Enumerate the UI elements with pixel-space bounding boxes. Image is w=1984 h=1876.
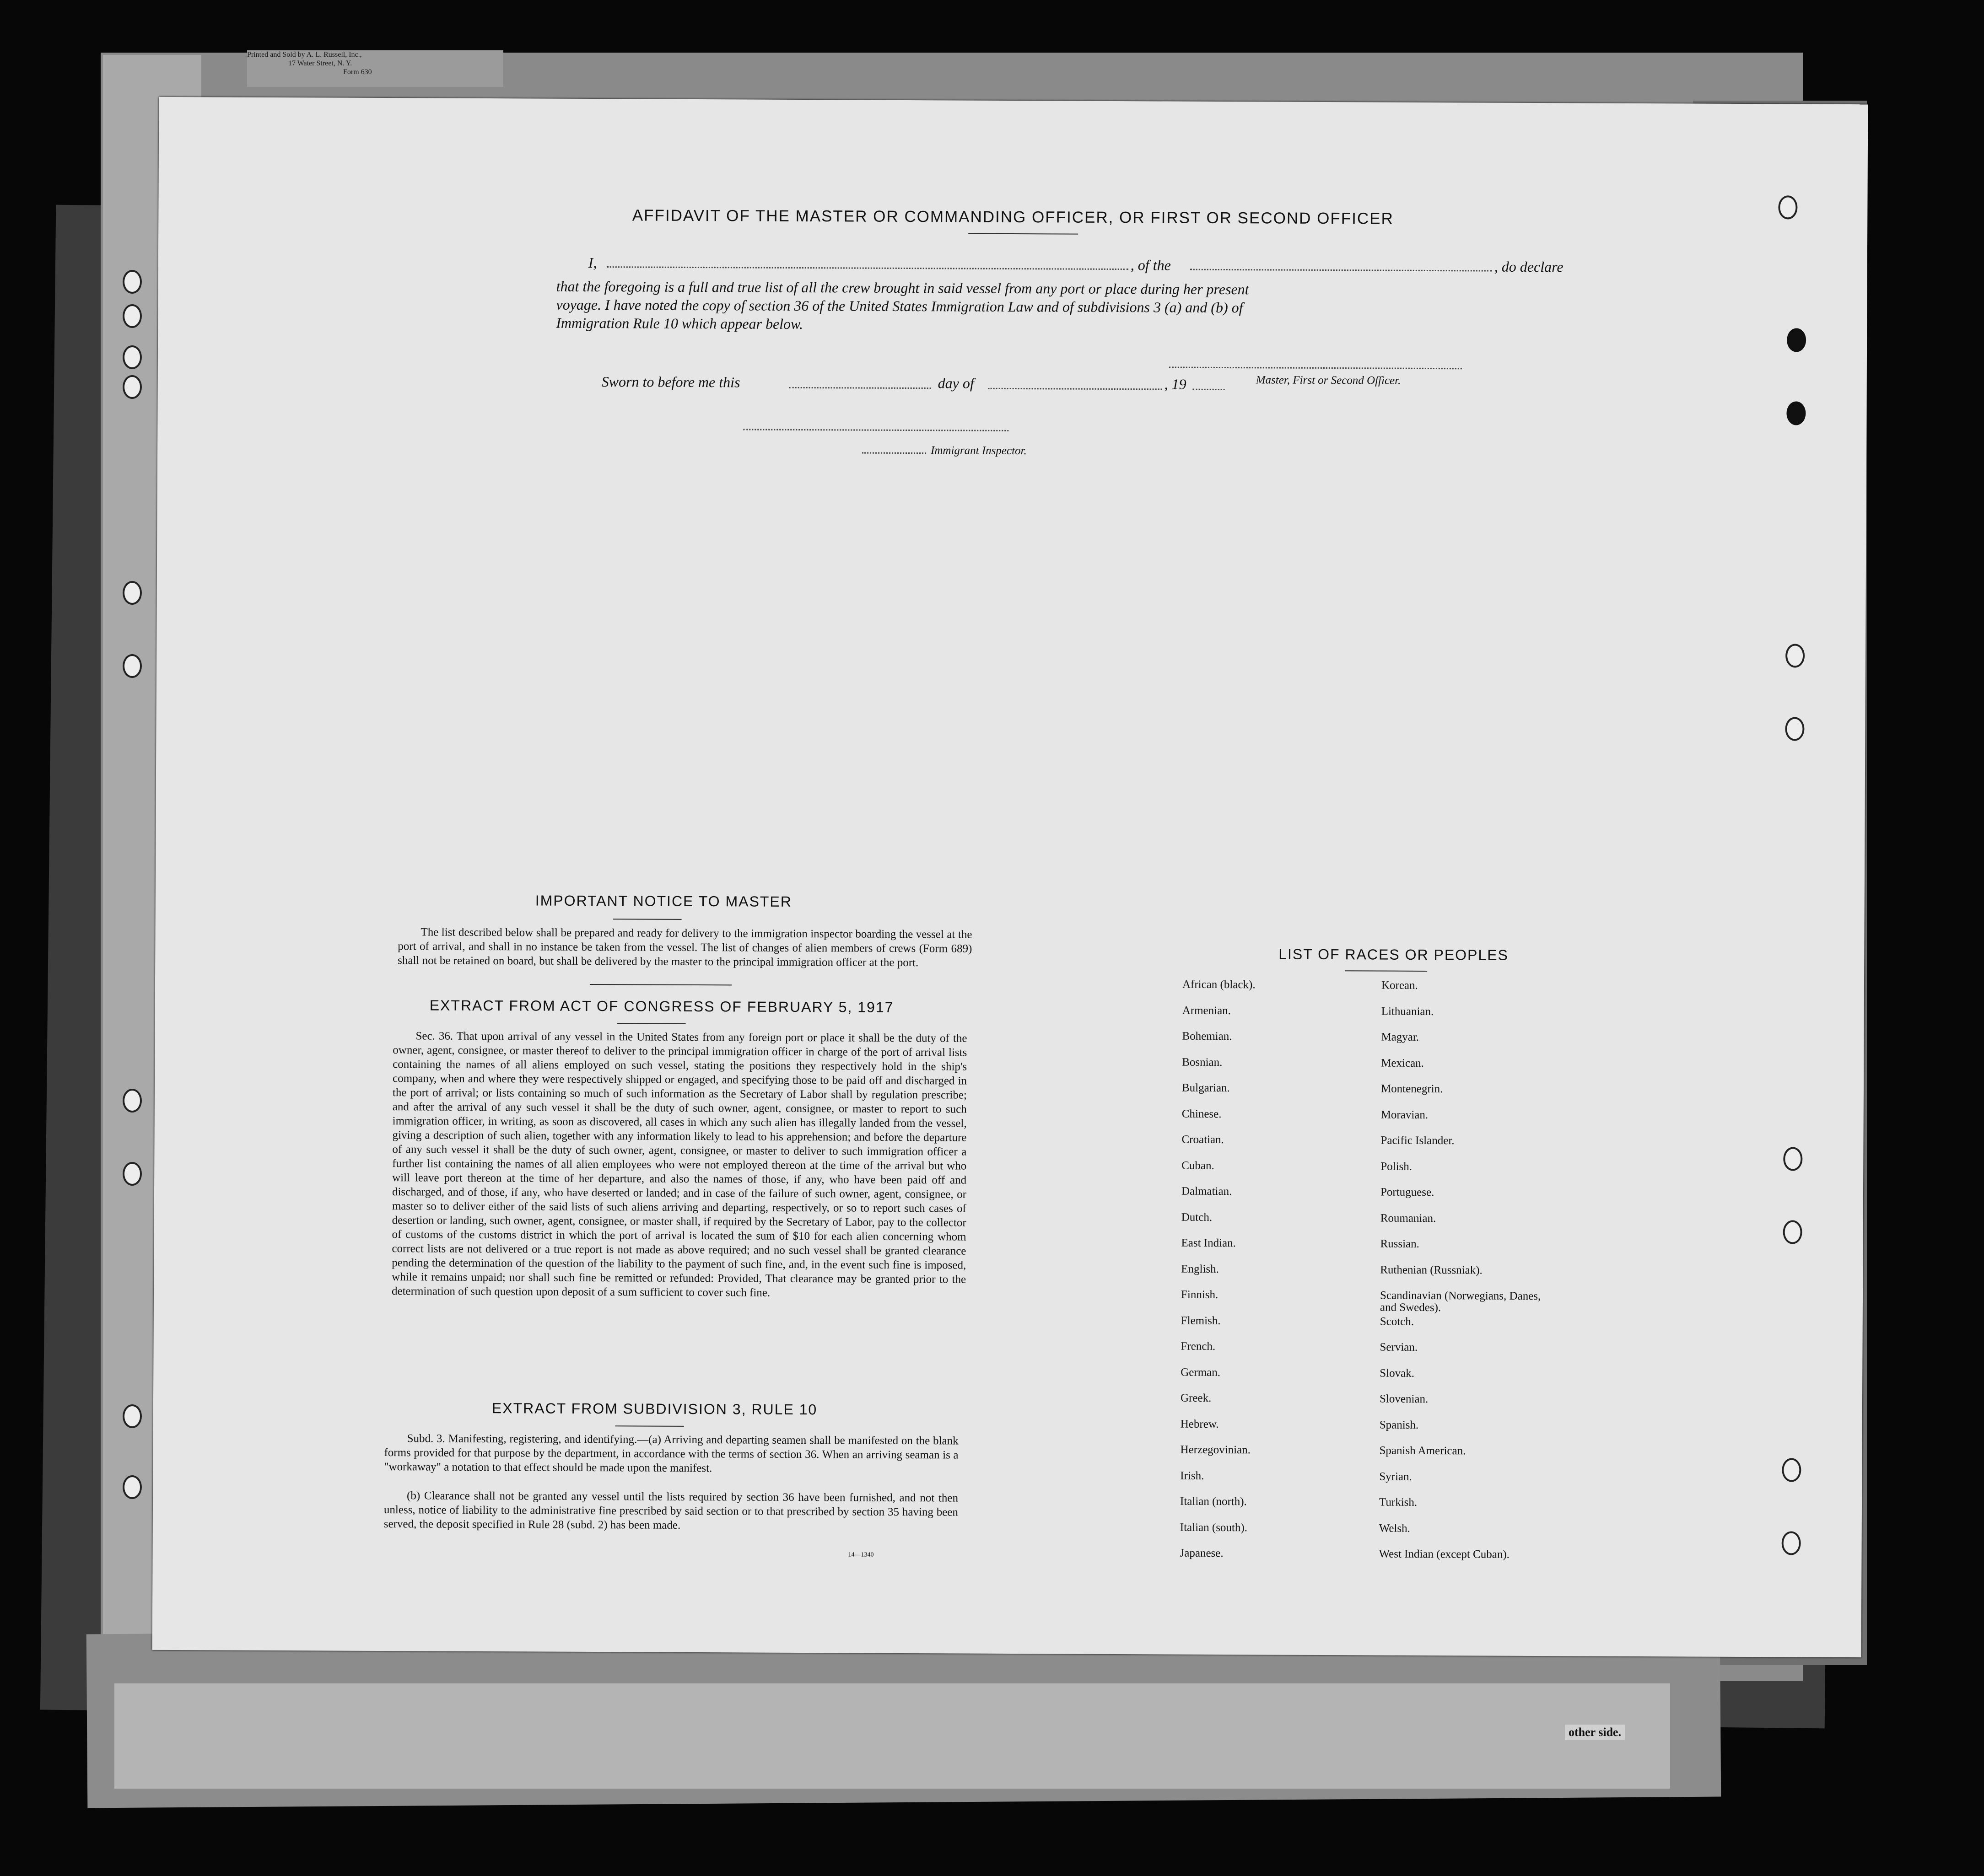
races-left-column bbox=[1180, 979, 1356, 1574]
race-item: Flemish. bbox=[1181, 1314, 1221, 1327]
races-right-column bbox=[1379, 980, 1560, 1575]
main-document-sheet bbox=[152, 97, 1868, 1657]
sworn-year-blank bbox=[1193, 389, 1225, 390]
races-title: LIST OF RACES OR PEOPLES bbox=[1278, 946, 1509, 963]
race-item: Pacific Islander. bbox=[1380, 1134, 1455, 1147]
punch-hole bbox=[1782, 1531, 1801, 1555]
race-item: Mexican. bbox=[1381, 1057, 1424, 1070]
race-item: Spanish. bbox=[1379, 1419, 1419, 1431]
punch-hole bbox=[123, 304, 142, 328]
race-item: West Indian (except Cuban). bbox=[1379, 1548, 1510, 1561]
punch-hole bbox=[123, 1475, 142, 1499]
year-text: , 19 bbox=[1164, 376, 1186, 392]
race-item: African (black). bbox=[1182, 978, 1256, 991]
name-blank bbox=[607, 266, 1128, 270]
affidavit-title-rule bbox=[968, 233, 1078, 235]
race-item: Japanese. bbox=[1180, 1547, 1224, 1560]
race-item: Bohemian. bbox=[1182, 1030, 1232, 1043]
race-item: Magyar. bbox=[1381, 1031, 1419, 1043]
affidavit-line-2: that the foregoing is a full and true list of all the crew brought in said vessel from any port or place during her present bbox=[556, 278, 1249, 298]
race-item: Welsh. bbox=[1379, 1522, 1410, 1535]
rule-title-rule bbox=[615, 1425, 684, 1427]
affidavit-i: I, bbox=[588, 254, 597, 271]
punch-hole bbox=[1785, 644, 1805, 667]
race-item: Finnish. bbox=[1181, 1288, 1218, 1301]
punch-hole bbox=[123, 270, 142, 294]
race-item: Hebrew. bbox=[1180, 1418, 1219, 1430]
master-signature-line bbox=[1169, 367, 1462, 370]
race-item: Russian. bbox=[1380, 1237, 1420, 1250]
form-number: 14—1340 bbox=[848, 1551, 874, 1559]
affidavit-do-declare: , do declare bbox=[1494, 258, 1563, 275]
affidavit-statement bbox=[556, 250, 1643, 337]
race-item: Montenegrin. bbox=[1380, 1082, 1443, 1096]
race-item: Spanish American. bbox=[1379, 1444, 1466, 1457]
race-item: Scotch. bbox=[1380, 1315, 1414, 1328]
master-label: Master, First or Second Officer. bbox=[1256, 374, 1401, 387]
notice-title: IMPORTANT NOTICE TO MASTER bbox=[535, 892, 792, 910]
race-item: Bosnian. bbox=[1182, 1056, 1223, 1069]
sworn-text: Sworn to before me this bbox=[601, 373, 740, 391]
race-item: Italian (north). bbox=[1180, 1495, 1247, 1508]
printer-imprint bbox=[247, 50, 503, 87]
act-body: Sec. 36. That upon arrival of any vessel in the United States from any foreign port or place it shall be the duty of the owner, agent, consignee, or master thereof to deliver to the principal immigration officer in charge of the port of arrival lists containing the names of all aliens employed on such vessel, stating the positions they respectively hold in the ship's company, when and where they were respectively shipped or engaged, and specifying those to be paid off and discharged in the port of arrival; or lists containing so much of such information as the Secretary of Labor shall by regulation prescribe; and after the arrival of any such vessel it shall be the duty of such owner, agent, consignee, or master to report to such immigration officer, in writing, as soon as discovered, all cases in which any such alien has illegally landed from the vessel, giving a description of such alien, together with any information likely to lead to his apprehension; and before the departure of any such vessel it shall be the duty of such owner, agent, consignee, or master to deliver to such immigration officer a further list containing the names of all alien employees who were not employed thereon at the time of the arrival but who will leave port thereon at the time of her departure, and also the names of those, if any, who have been paid off and discharged, and of those, if any, who have deserted or landed; and in case of the failure of such owner, agent, consignee, or master so to deliver either of the said lists of such aliens arriving and departing, respectively, or so to report such cases of desertion or landing, such owner, agent, consignee, or master shall, if required by the Secretary of Labor, pay to the collector of customs of the customs district in which the port of arrival is located the sum of $10 for each alien concerning whom correct lists are not delivered or a true report is not made as above required; and no such vessel shall be granted clearance pending the determination of the question of the liability to the payment of such fine, and, in the event such fine is imposed, while it remains unpaid; nor shall such fine be remitted or refunded: Provided, That clearance may be granted prior to the determination of such question upon deposit of a sum sufficient to cover such fine. bbox=[391, 1030, 967, 1299]
printer-line-1: Printed and Sold by A. L. Russell, Inc., bbox=[247, 51, 362, 59]
vessel-blank bbox=[1190, 269, 1492, 272]
punch-hole bbox=[123, 581, 142, 605]
punch-hole bbox=[1786, 401, 1806, 425]
race-item: German. bbox=[1181, 1366, 1221, 1379]
punch-hole bbox=[123, 1404, 142, 1428]
race-item: Dalmatian. bbox=[1181, 1185, 1232, 1198]
race-item: Chinese. bbox=[1181, 1107, 1222, 1120]
printer-line-2: 17 Water Street, N. Y. bbox=[288, 59, 352, 67]
race-item: Scandinavian (Norwegians, Danes, and Swedes). bbox=[1380, 1289, 1541, 1314]
inspector-label: Immigrant Inspector. bbox=[931, 444, 1027, 457]
race-item: Bulgarian. bbox=[1181, 1081, 1230, 1095]
race-item: Servian. bbox=[1380, 1341, 1418, 1354]
notice-body: The list described below shall be prepared and ready for delivery to the immigration inspector boarding the vessel at the port of arrival, and shall in no instance be taken from the vessel. The list of changes of alien members of crews (Form 689) shall not be retained on board, but shall be delivered by the master to the principal immigration officer at the port. bbox=[398, 926, 972, 969]
race-item: East Indian. bbox=[1181, 1236, 1236, 1250]
race-item: Armenian. bbox=[1182, 1004, 1231, 1017]
race-item: Slovenian. bbox=[1379, 1392, 1429, 1405]
sworn-day-blank bbox=[789, 387, 931, 389]
race-item: Slovak. bbox=[1380, 1367, 1415, 1380]
races-title-rule bbox=[1345, 970, 1427, 972]
affidavit-line-3: voyage. I have noted the copy of section 36 of the United States Immigration Law and of subdivisions 3 (a) and (b) of bbox=[556, 296, 1243, 316]
race-item: French. bbox=[1181, 1340, 1216, 1353]
printer-line-3: Form 630 bbox=[343, 68, 372, 76]
punch-hole bbox=[123, 654, 142, 678]
race-item: Portuguese. bbox=[1380, 1186, 1434, 1199]
race-item: Polish. bbox=[1380, 1160, 1413, 1173]
race-item: Moravian. bbox=[1380, 1108, 1429, 1121]
race-item: Croatian. bbox=[1181, 1133, 1224, 1146]
punch-hole bbox=[123, 375, 142, 399]
punch-hole bbox=[1783, 1220, 1802, 1244]
punch-hole bbox=[123, 1162, 142, 1186]
affidavit-title: AFFIDAVIT OF THE MASTER OR COMMANDING OFFICER, OR FIRST OR SECOND OFFICER bbox=[632, 206, 1394, 228]
day-of-text: day of bbox=[938, 375, 974, 392]
race-item: Cuban. bbox=[1181, 1159, 1214, 1172]
inspector-signature-line bbox=[743, 429, 1008, 431]
underside-other-side: other side. bbox=[1565, 1725, 1625, 1740]
sworn-month-blank bbox=[988, 388, 1162, 390]
race-item: Ruthenian (Russniak). bbox=[1380, 1263, 1483, 1277]
race-item: Syrian. bbox=[1379, 1470, 1412, 1483]
punch-hole bbox=[1782, 1458, 1801, 1482]
race-item: Herzegovinian. bbox=[1180, 1443, 1251, 1457]
affidavit-line-4: Immigration Rule 10 which appear below. bbox=[556, 314, 803, 333]
affidavit-line-1 bbox=[556, 250, 1643, 282]
race-item: Korean. bbox=[1381, 979, 1418, 992]
race-item: Irish. bbox=[1180, 1469, 1204, 1482]
punch-hole bbox=[123, 345, 142, 369]
race-item: Roumanian. bbox=[1380, 1212, 1436, 1225]
race-item: Italian (south). bbox=[1180, 1521, 1248, 1534]
race-item: Turkish. bbox=[1379, 1496, 1418, 1509]
punch-hole bbox=[1783, 1147, 1802, 1171]
affidavit-of-the: , of the bbox=[1130, 257, 1171, 274]
act-title: EXTRACT FROM ACT OF CONGRESS OF FEBRUARY 5, 1917 bbox=[429, 997, 894, 1016]
rule-body-b: (b) Clearance shall not be granted any vessel until the lists required by section 36 have been furnished, and not then unless, notice of liability to the administrative fine prescribed by said section or to that prescribed by section 35 having been served, the deposit specified in Rule 28 (subd. 2) has been made. bbox=[383, 1489, 959, 1532]
race-item: Greek. bbox=[1180, 1392, 1212, 1404]
race-item: English. bbox=[1181, 1263, 1219, 1275]
inspector-short-line bbox=[862, 452, 926, 454]
punch-hole bbox=[1787, 328, 1806, 352]
punch-hole bbox=[123, 1089, 142, 1113]
race-item: Lithuanian. bbox=[1381, 1005, 1434, 1018]
notice-rule bbox=[590, 984, 732, 985]
rule-title: EXTRACT FROM SUBDIVISION 3, RULE 10 bbox=[491, 1400, 818, 1418]
race-item: Dutch. bbox=[1181, 1211, 1213, 1224]
bottom-paper-edge-light bbox=[114, 1683, 1670, 1789]
rule-body-a: Subd. 3. Manifesting, registering, and identifying.—(a) Arriving and departing seamen shall be manifested on the blank forms provided for that purpose by the department, in accordance with the terms of section 36. When an arriving seaman is a "workaway" a notation to that effect should be made upon the manifest. bbox=[384, 1432, 959, 1475]
punch-hole bbox=[1778, 195, 1797, 219]
act-title-rule bbox=[617, 1023, 686, 1024]
punch-hole bbox=[1785, 717, 1804, 741]
